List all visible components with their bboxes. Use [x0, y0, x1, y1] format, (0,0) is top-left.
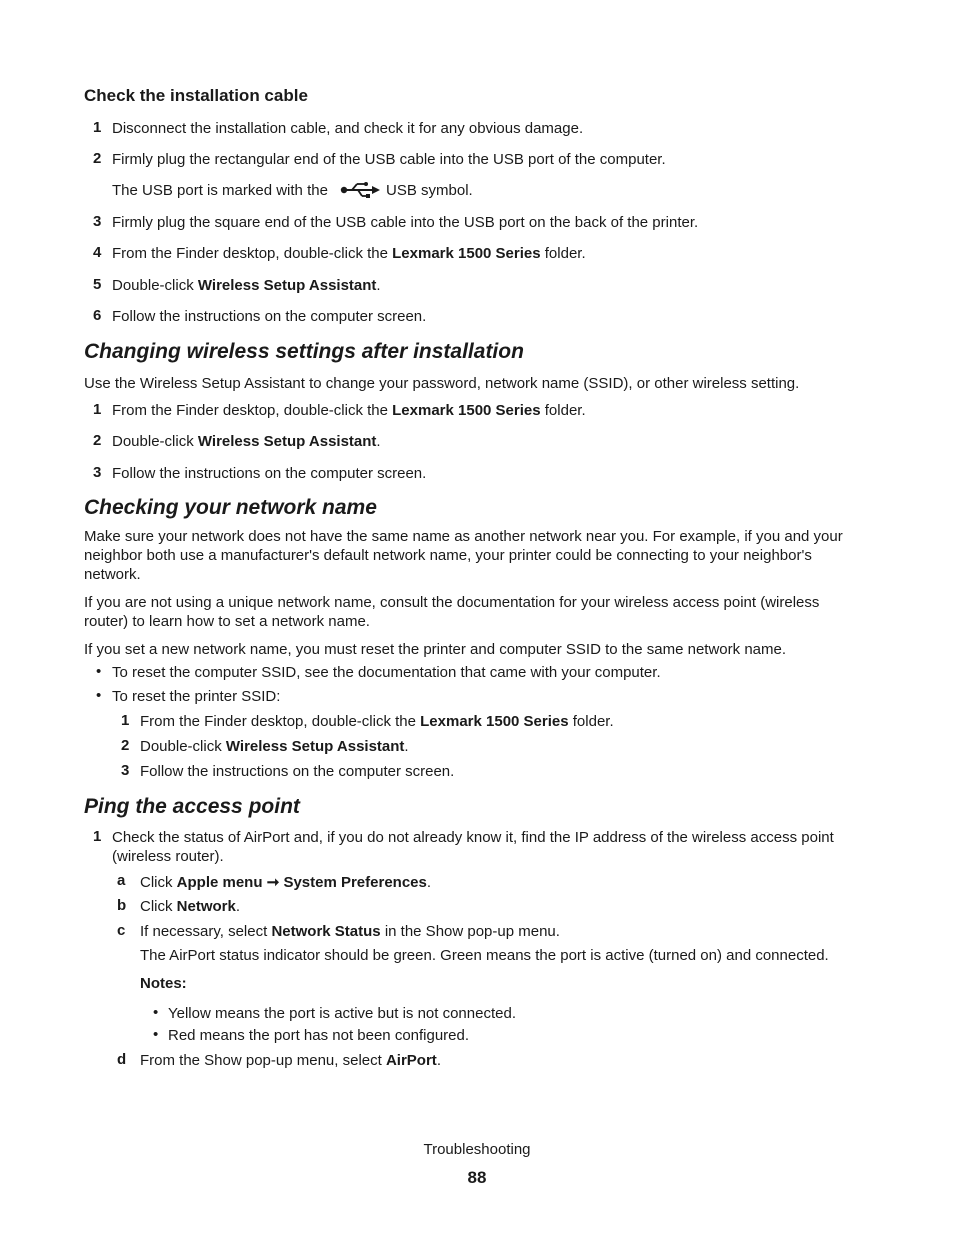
substep-letter: c — [117, 922, 126, 939]
section-intro: Use the Wireless Setup Assistant to change your password, network name (SSID), or other wireless setting. — [84, 375, 800, 392]
step-number: 1 — [93, 828, 102, 845]
section-heading-ping: Ping the access point — [84, 795, 300, 818]
usb-note-prefix: The USB port is marked with the — [112, 182, 328, 199]
step-text: From the Finder desktop, double-click the Lexmark 1500 Series folder. — [140, 713, 614, 730]
bullet-icon: • — [96, 687, 102, 704]
bullet-text: To reset the computer SSID, see the documentation that came with your computer. — [112, 664, 661, 681]
bullet-text: To reset the printer SSID: — [112, 688, 281, 705]
section-heading-changing-settings: Changing wireless settings after installation — [84, 340, 524, 363]
substep-letter: b — [117, 897, 127, 914]
step-text: Firmly plug the rectangular end of the USB cable into the USB port of the computer. — [112, 151, 666, 168]
step-number: 4 — [93, 244, 102, 261]
paragraph-line: If you are not using a unique network name, consult the documentation for your wireless access point (wireless — [84, 594, 820, 611]
substep-note: The AirPort status indicator should be green. Green means the port is active (turned on) and connected. — [140, 947, 829, 964]
paragraph-line: router) to learn how to set a network name. — [84, 613, 370, 630]
arrow-icon: ➞ — [266, 874, 280, 891]
note-text: Red means the port has not been configured. — [168, 1027, 470, 1044]
notes-label: Notes: — [140, 975, 187, 992]
section-heading-checking-network: Checking your network name — [84, 496, 377, 519]
paragraph-line: network. — [84, 566, 141, 583]
substep-text: Click Apple menu ➞ System Preferences. — [140, 874, 432, 891]
step-number: 6 — [93, 307, 102, 324]
step-text: Check the status of AirPort and, if you do not already know it, find the IP address of the wireless access point — [112, 829, 834, 846]
step-number: 2 — [93, 150, 102, 167]
step-number: 3 — [93, 464, 102, 481]
substep-letter: d — [117, 1051, 127, 1068]
substep-text: From the Show pop-up menu, select AirPort. — [140, 1052, 441, 1069]
step-number: 1 — [93, 119, 102, 136]
paragraph-line: neighbor both use a manufacturer's default network name, your printer could be connecting to your neighbor's — [84, 547, 812, 564]
substep-text: If necessary, select Network Status in the Show pop-up menu. — [140, 923, 560, 940]
page-number: 88 — [467, 1168, 487, 1187]
step-text: Double-click Wireless Setup Assistant. — [140, 738, 409, 755]
bullet-icon: • — [96, 663, 102, 680]
footer-section-title: Troubleshooting — [423, 1141, 531, 1158]
paragraph-line: Make sure your network does not have the same name as another network near you. For example, if you and your — [84, 528, 843, 545]
bullet-icon: • — [153, 1026, 159, 1043]
paragraph-line: If you set a new network name, you must reset the printer and computer SSID to the same network name. — [84, 641, 787, 658]
step-text: From the Finder desktop, double-click the Lexmark 1500 Series folder. — [112, 402, 586, 419]
section-heading-check-cable: Check the installation cable — [84, 86, 308, 105]
step-number: 3 — [121, 762, 130, 779]
step-text: Double-click Wireless Setup Assistant. — [112, 433, 381, 450]
step-number: 5 — [93, 276, 102, 293]
step-text: Double-click Wireless Setup Assistant. — [112, 277, 381, 294]
bullet-icon: • — [153, 1004, 159, 1021]
step-text: Follow the instructions on the computer screen. — [140, 763, 455, 780]
usb-icon — [340, 181, 382, 199]
usb-note-suffix: USB symbol. — [386, 182, 473, 199]
step-text: Follow the instructions on the computer screen. — [112, 465, 427, 482]
step-number: 2 — [121, 737, 130, 754]
substep-text: Click Network. — [140, 898, 241, 915]
step-number: 2 — [93, 432, 102, 449]
step-text: Follow the instructions on the computer screen. — [112, 308, 427, 325]
note-text: Yellow means the port is active but is not connected. — [168, 1005, 516, 1022]
step-text: From the Finder desktop, double-click the Lexmark 1500 Series folder. — [112, 245, 586, 262]
step-text: (wireless router). — [112, 848, 224, 865]
step-number: 1 — [93, 401, 102, 418]
step-number: 3 — [93, 213, 102, 230]
substep-letter: a — [117, 872, 126, 889]
step-number: 1 — [121, 712, 130, 729]
step-text: Disconnect the installation cable, and check it for any obvious damage. — [112, 120, 584, 137]
step-text: Firmly plug the square end of the USB cable into the USB port on the back of the printer. — [112, 214, 699, 231]
